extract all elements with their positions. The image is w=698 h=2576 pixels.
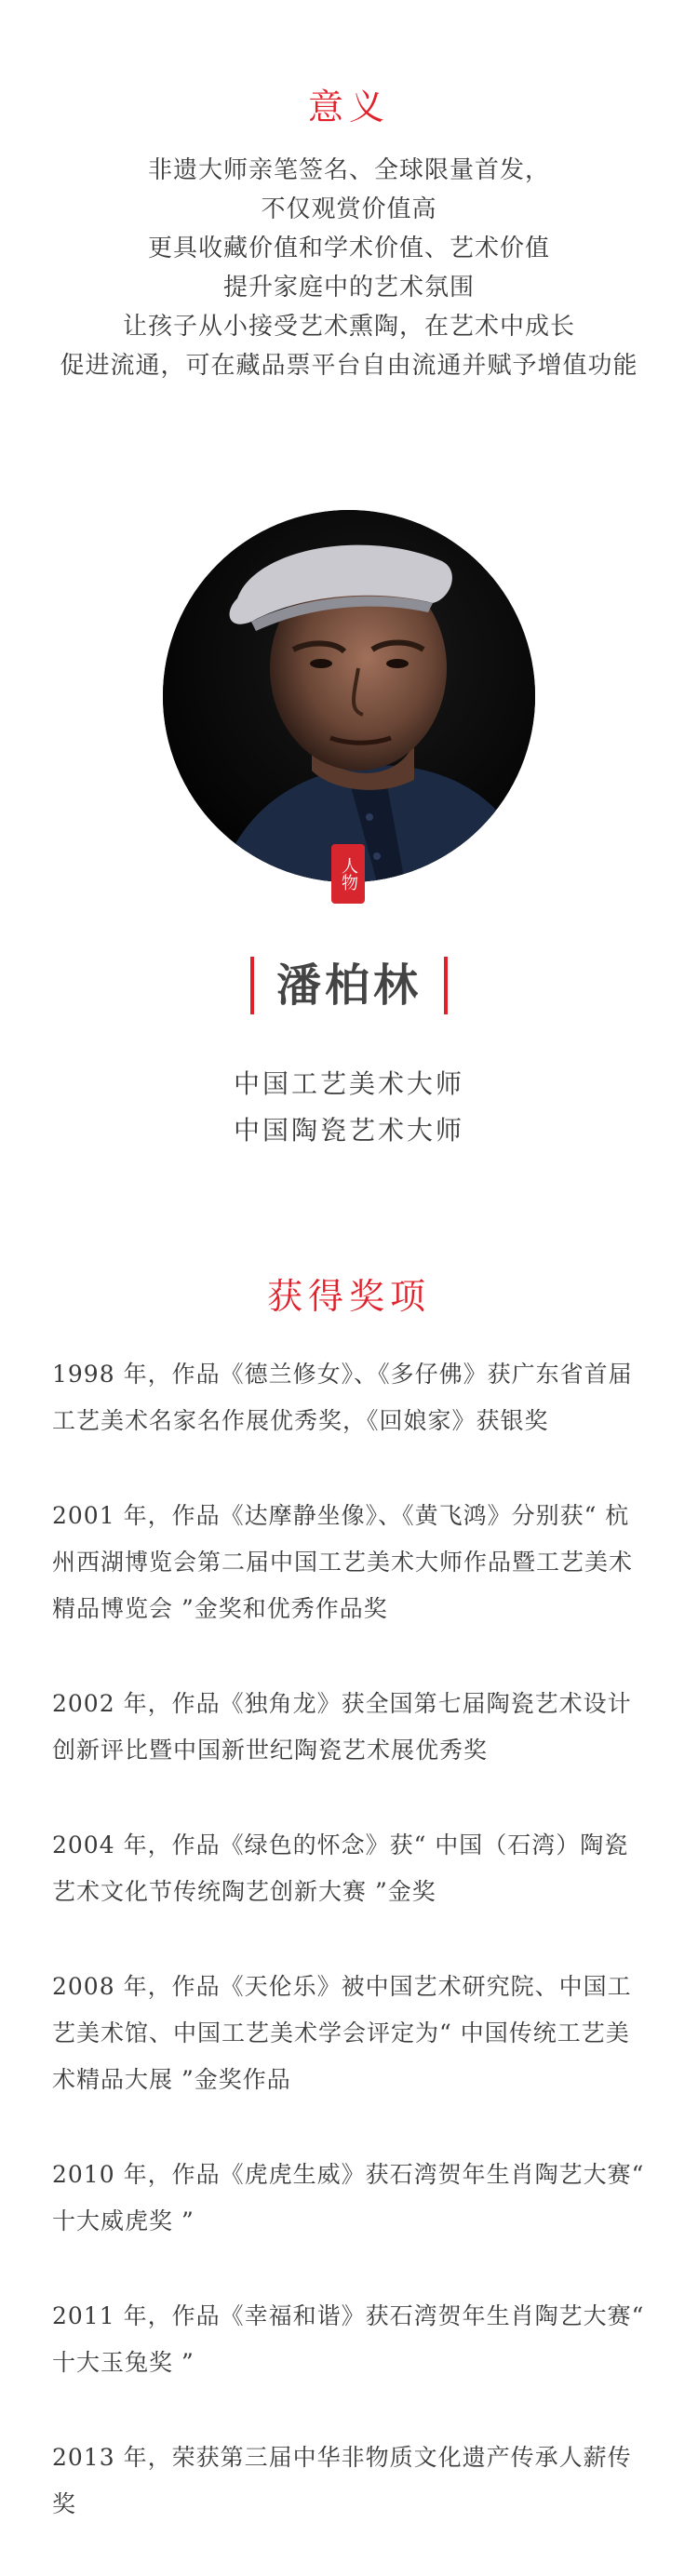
- meaning-line: 促进流通，可在藏品票平台自由流通并赋予增值功能: [60, 352, 638, 380]
- award-item: 2001 年，作品《达摩静坐像》、《黄飞鸿》分别获“ 杭州西湖博览会第二届中国工艺美术大师作品暨工艺美术精品博览会 ”金奖和优秀作品奖: [52, 1502, 634, 1622]
- award-item: 2004 年，作品《绿色的怀念》获“ 中国（石湾）陶瓷艺术文化节传统陶艺创新大赛 ”金奖: [52, 1831, 629, 1905]
- award-item: 2008 年，作品《天伦乐》被中国艺术研究院、中国工艺美术馆、中国工艺美术学会评定为“ 中国传统工艺美术精品大展 ”金奖作品: [52, 1973, 632, 2093]
- seal-stamp: 人物: [331, 844, 365, 904]
- meaning-title: 意义: [307, 87, 390, 127]
- artist-portrait: [163, 510, 535, 882]
- award-item: 2013 年，荣获第三届中华非物质文化遗产传承人薪传奖: [52, 2444, 632, 2517]
- meaning-line: 不仅观赏价值高: [261, 195, 437, 223]
- artist-title: 中国工艺美术大师: [233, 1068, 464, 1099]
- portrait-image: [163, 510, 535, 882]
- meaning-line: 更具收藏价值和学术价值、艺术价值: [147, 235, 550, 262]
- award-item: 1998 年，作品《德兰修女》、《多仔佛》获广东省首届工艺美术名家名作展优秀奖，《回娘家》获银奖: [52, 1361, 633, 1434]
- artist-name: 潘柏林: [250, 957, 448, 1014]
- award-item: 2002 年，作品《独角龙》获全国第七届陶瓷艺术设计创新评比暨中国新世纪陶瓷艺术展优秀奖: [52, 1690, 632, 1764]
- meaning-line: 让孩子从小接受艺术熏陶，在艺术中成长: [122, 313, 575, 341]
- artist-title: 中国陶瓷艺术大师: [233, 1115, 464, 1146]
- awards-title: 获得奖项: [266, 1276, 431, 1317]
- meaning-line: 提升家庭中的艺术氛围: [222, 274, 475, 302]
- award-item: 2011 年，作品《幸福和谐》获石湾贺年生肖陶艺大赛“ 十大玉兔奖 ”: [52, 2302, 645, 2376]
- awards-list: [52, 1351, 648, 2576]
- award-item: 2010 年，作品《虎虎生威》获石湾贺年生肖陶艺大赛“ 十大威虎奖 ”: [52, 2161, 645, 2234]
- meaning-text: [0, 151, 698, 385]
- artist-titles: [0, 1061, 698, 1154]
- artist-name-block: [0, 957, 698, 1014]
- meaning-line: 非遗大师亲笔签名、全球限量首发，: [147, 156, 550, 184]
